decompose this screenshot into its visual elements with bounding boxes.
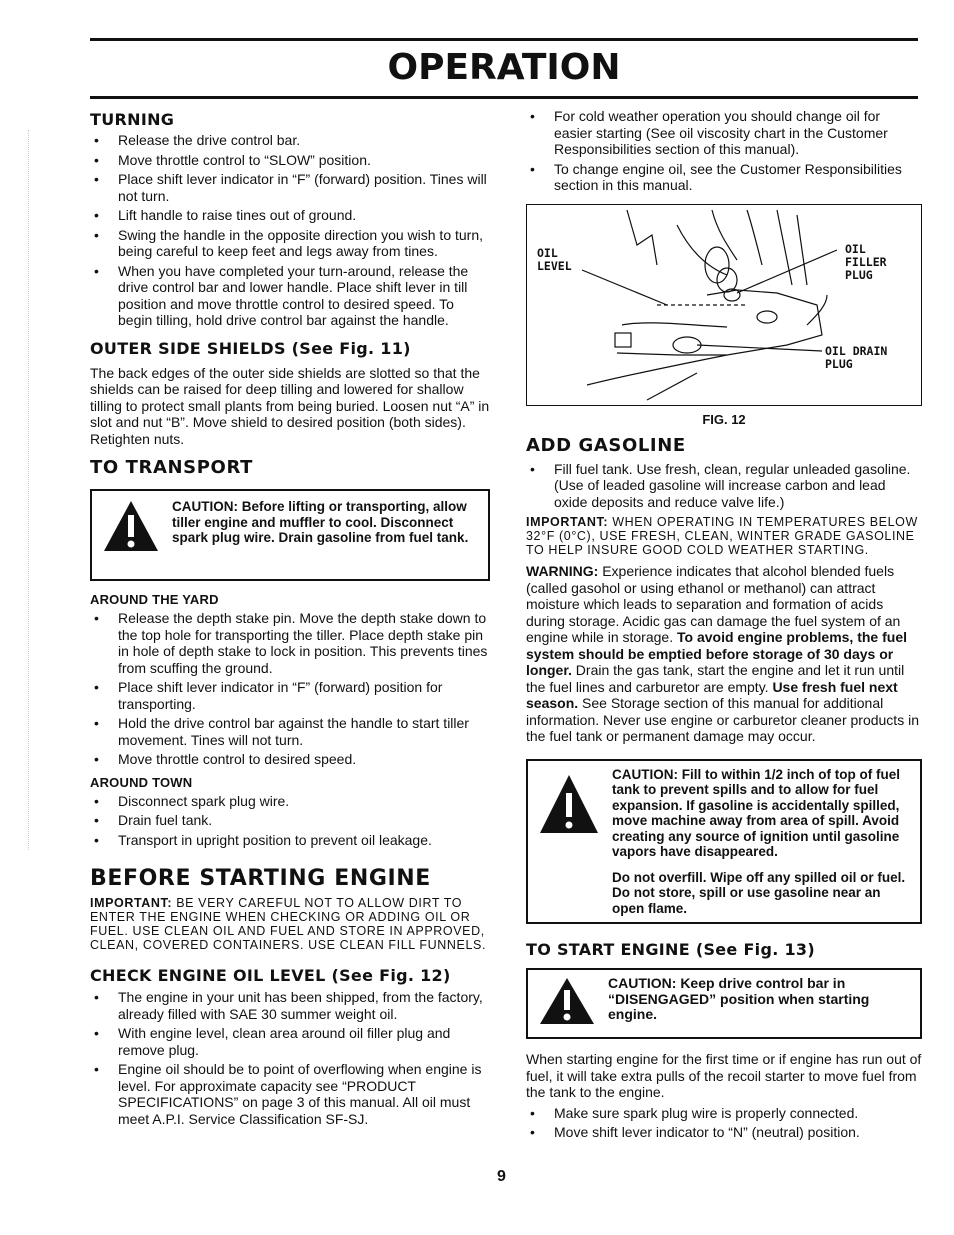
page-number: 9 <box>497 1168 506 1185</box>
list-item: • Drain fuel tank. <box>90 812 490 829</box>
list-item: • Hold the drive control bar against the handle to start tiller movement. Tines will not turn. <box>90 715 490 748</box>
left-column <box>90 108 490 1130</box>
oil-drain-label-line: OIL DRAIN <box>825 343 888 358</box>
start-engine-heading: TO START ENGINE (See Fig. 13) <box>526 940 815 959</box>
warning-text: Experience indicates that alcohol blended fuels (called gasohol or using ethanol or methanol) can attract moisture which leads to separation and formation of acids during storage. Acidic gas can damage the fuel system of an engine while in storage. <box>526 563 901 645</box>
list-item: • Swing the handle in the opposite direction you wish to turn, being careful to keep feet and legs away from tines. <box>90 227 490 260</box>
oil-level-label <box>537 247 572 273</box>
before-starting-heading: BEFORE STARTING ENGINE <box>90 866 431 891</box>
shields-text: The back edges of the outer side shields are slotted so that the shields can be raised for deep tilling and lowered for shallow tilling to protect small plants from being buried. Loosen nut “A” in slot and nut “B”. Move shield to desired position (both sides). Retighten nuts. <box>90 364 490 447</box>
list-item: • The engine in your unit has been shipped, from the factory, already filled with SAE 30 summer weight oil. <box>90 989 490 1022</box>
oil-level-label-line: LEVEL <box>537 258 572 273</box>
oil-drain-label <box>825 345 887 371</box>
list-item: • Make sure spark plug wire is properly connected. <box>526 1105 922 1122</box>
gasoline-important <box>526 515 922 557</box>
right-column <box>526 108 922 1144</box>
transport-caution-box <box>90 489 490 581</box>
header-rule-bottom <box>90 96 918 99</box>
add-gasoline-heading: ADD GASOLINE <box>526 434 686 456</box>
gasoline-caution-box <box>526 759 922 925</box>
figure-caption: FIG. 12 <box>702 411 746 427</box>
oil-level-heading: CHECK ENGINE OIL LEVEL (See Fig. 12) <box>90 966 451 985</box>
important-text: WHEN OPERATING IN TEMPERATURES BELOW 32°F (0°C), USE FRESH, CLEAN, WINTER GRADE GASOLINE TO HELP INSURE GOOD COLD WEATHER STARTING. <box>526 515 918 557</box>
oil-filler-label-line: FILLER <box>845 254 887 269</box>
warning-label: WARNING: <box>526 563 599 579</box>
list-item: • Disconnect spark plug wire. <box>90 793 490 810</box>
caution-text: CAUTION: Before lifting or transporting, allow tiller engine and muffler to cool. Disconnect spark plug wire. Drain gasoline from fuel tank. <box>172 499 469 545</box>
important-text: BE VERY CAREFUL NOT TO ALLOW DIRT TO ENTER THE ENGINE WHEN CHECKING OR ADDING OIL OR FUEL. USE CLEAN OIL AND FUEL AND STORE IN APPROVED, CLEAN, COVERED CONTAINERS. USE CLEAN FILL FUNNELS. <box>90 896 487 952</box>
list-item: • Release the depth stake pin. Move the depth stake down to the top hole for transporting the tiller. Place depth stake pin in hole of depth stake to lock in position. This prevents tines from scuffing the ground. <box>90 610 490 676</box>
turning-heading: TURNING <box>90 110 175 129</box>
warning-text: Drain the gas tank, start the engine and let it run until the fuel lines and carburetor are empty. <box>526 662 905 695</box>
margin-artifact <box>28 130 43 850</box>
list-item: • Fill fuel tank. Use fresh, clean, regular unleaded gasoline. (Use of leaded gasoline will increase carbon and lead oxide deposits and reduce valve life.) <box>526 461 922 511</box>
around-town-heading: AROUND TOWN <box>90 774 193 790</box>
list-item: • Move throttle control to “SLOW” position. <box>90 152 490 169</box>
warning-triangle-icon <box>538 976 596 1031</box>
important-label: IMPORTANT: <box>90 896 173 910</box>
list-item: • With engine level, clean area around oil filler plug and remove plug. <box>90 1025 490 1058</box>
before-important <box>90 896 490 952</box>
page-title: OPERATION <box>387 47 621 88</box>
header-rule-top <box>90 38 918 41</box>
transport-heading: TO TRANSPORT <box>90 457 253 478</box>
oil-filler-label <box>845 243 887 282</box>
list-item: • Place shift lever indicator in “F” (forward) position for transporting. <box>90 679 490 712</box>
caution-text: CAUTION: Keep drive control bar in “DISENGAGED” position when starting engine. <box>608 975 870 1022</box>
around-yard-heading: AROUND THE YARD <box>90 592 219 607</box>
oil-list <box>90 989 490 1127</box>
start-list <box>526 1105 922 1141</box>
oil-filler-label-line: OIL <box>845 241 866 256</box>
list-item: • Transport in upright position to prevent oil leakage. <box>90 832 490 849</box>
list-item: • When you have completed your turn-around, release the drive control bar and lower handle. Place shift lever in till position and move throttle control to desired speed. To begin tilling, hold drive control bar against the handle. <box>90 263 490 329</box>
caution-text: CAUTION: Fill to within 1/2 inch of top of fuel tank to prevent spills and to allow for fuel expansion. If gasoline is accidentally spilled, move machine away from area of spill. Avoid creating any source of ignition until gasoline vapors have disappeared. <box>612 766 900 859</box>
gasoline-list <box>526 461 922 511</box>
town-list <box>90 793 490 849</box>
turning-list <box>90 132 490 329</box>
oil-drain-label-line: PLUG <box>825 356 853 371</box>
start-text: When starting engine for the first time or if engine has run out of fuel, it will take extra pulls of the recoil starter to move fuel from the tank to the engine. <box>526 1051 922 1100</box>
list-item: • Move shift lever indicator to “N” (neutral) position. <box>526 1124 922 1141</box>
engine-illustration <box>527 205 920 405</box>
warning-bold: Use fresh fuel next season. <box>526 678 898 711</box>
warning-triangle-icon <box>538 767 600 868</box>
important-label: IMPORTANT: <box>526 515 609 529</box>
shields-heading: OUTER SIDE SHIELDS (See Fig. 11) <box>90 338 411 358</box>
list-item: • Engine oil should be to point of overflowing when engine is level. For approximate capacity see “PRODUCT SPECIFICATIONS” on page 3 of this manual. All oil must meet A.P.I. Service Classification SF-SJ. <box>90 1061 490 1127</box>
gasoline-warning <box>526 563 922 745</box>
oil-level-label-line: OIL <box>537 245 558 260</box>
warning-bold: To avoid engine problems, the fuel system should be emptied before storage of 30 days or longer. <box>526 629 907 678</box>
list-item: • Release the drive control bar. <box>90 132 490 149</box>
oil-filler-label-line: PLUG <box>845 267 873 282</box>
list-item: • Move throttle control to desired speed. <box>90 751 490 768</box>
warning-text: See Storage section of this manual for additional information. Never use engine or carburetor cleaner products in the fuel tank or permanent damage may occur. <box>526 695 919 744</box>
list-item: • Lift handle to raise tines out of ground. <box>90 207 490 224</box>
gasoline-caution-content <box>612 767 910 917</box>
figure-12 <box>526 204 922 406</box>
caution-text: Do not overfill. Wipe off any spilled oil or fuel. Do not store, spill or use gasoline near an open flame. <box>612 869 906 916</box>
warning-triangle-icon <box>102 499 160 558</box>
yard-list <box>90 610 490 768</box>
list-item: • For cold weather operation you should change oil for easier starting (See oil viscosity chart in the Customer Responsibilities section of this manual). <box>526 108 922 158</box>
list-item: • Place shift lever indicator in “F” (forward) position. Tines will not turn. <box>90 171 490 204</box>
oil-change-list <box>526 108 922 194</box>
list-item: • To change engine oil, see the Customer Responsibilities section in this manual. <box>526 161 922 194</box>
start-caution-box <box>526 968 922 1039</box>
